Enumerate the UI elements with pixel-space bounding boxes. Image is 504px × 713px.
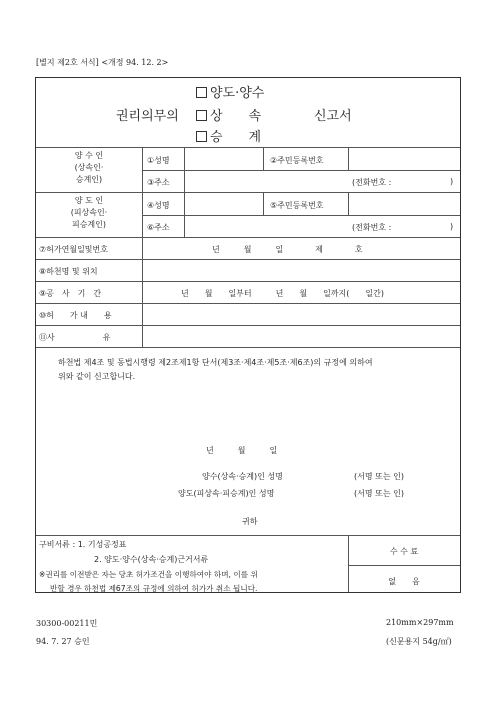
permit-value[interactable]: 년 월 일 제 호 [212,245,363,254]
transferee-sign-label: 양수(상속·승계)인 성명 [202,472,283,481]
fee-value: 없 음 [388,577,420,586]
transferee-rrn-field[interactable] [350,149,458,168]
permit-label: ⑦허가연월일및번호 [39,245,108,254]
river-field[interactable] [144,261,458,280]
transferor-sign-note: (서명 또는 인) [354,489,404,498]
title-prefix: 권리의무의 [116,109,179,124]
transferor-rrn-field[interactable] [350,194,458,213]
footer-paper: (신문용지 54g/㎡) [386,637,452,646]
declaration-date: 년 월 일 [206,446,278,455]
checkbox-inheritance[interactable] [196,110,207,121]
title-suffix: 신고서 [314,109,352,124]
declaration-form [35,77,461,593]
recipient: 귀하 [242,517,258,526]
transferor-name-label: ④성명 [147,201,170,210]
transferee-name-label: ①성명 [147,156,170,165]
transferor-name-field[interactable] [186,194,261,213]
footer-code: 30300-00211민 [36,619,98,628]
content-field[interactable] [144,305,458,324]
fee-label: 수 수 료 [389,547,419,556]
title-option-3: 승 계 [196,126,261,145]
attachments-note-line2: 반할 경우 하천법 제67조의 규정에 의하여 허가가 취소 됩니다. [50,584,258,593]
period-value[interactable]: 년 월 일부터 년 월 일까지( 일간) [181,289,384,298]
title-option-1: 양도·양수 [196,82,264,101]
river-label: ⑧하천명 및 위치 [39,267,98,276]
transferee-phone-close: ) [450,177,454,186]
footer-approved: 94. 7. 27 승인 [36,637,90,646]
transferee-address-label: ③주소 [147,178,170,187]
transferee-label: 양 수 인 (상속인· 승계인) [74,151,104,184]
checkbox-succession[interactable] [196,131,207,142]
attachments-note-line1: ※권리를 이전받은 자는 당초 허가조건을 이행하여야 하며, 이를 위 [39,570,258,579]
transferor-rrn-label: ⑤주민등록번호 [270,201,324,210]
transferee-address-field[interactable] [186,172,346,191]
transferor-sign-label: 양도(피상속·피승계)인 성명 [178,489,275,498]
transferor-label: 양 도 인 (피상속인· 피승계인) [70,196,108,229]
transferor-phone-label: (전화번호 : [352,223,392,232]
checkbox-transfer[interactable] [196,87,207,98]
transferor-address-label: ⑥주소 [147,223,170,232]
transferor-phone-close: ) [450,222,454,231]
content-label: ⑩허 가 내 용 [39,311,112,320]
transferee-rrn-label: ②주민등록번호 [270,156,324,165]
footer-size: 210mm×297mm [386,618,454,627]
reason-label: ⑪사 유 [39,333,111,342]
declaration-body-line1: 하천법 제4조 및 동법시행령 제2조제1항 단서(제3조·제4조·제5조·제6조)의 규정에 의하여 [58,358,373,367]
reason-field[interactable] [144,327,458,346]
transferee-phone-label: (전화번호 : [352,178,392,187]
transferor-address-field[interactable] [186,217,346,236]
declaration-body-line2: 위와 같이 신고합니다. [58,372,136,381]
attachments-title: 구비서류 : 1. 기성공정표 [39,540,127,549]
form-number: [별지 제2호 서식] <개정 94. 12. 2> [36,58,169,67]
transferee-name-field[interactable] [186,149,261,168]
attachments-item2: 2. 양도·양수(상속·승계)근거서류 [94,555,209,564]
period-label: ⑨공 사 기 간 [39,289,102,298]
transferee-sign-note: (서명 또는 인) [354,472,404,481]
title-option-2: 상 속 [196,105,261,124]
